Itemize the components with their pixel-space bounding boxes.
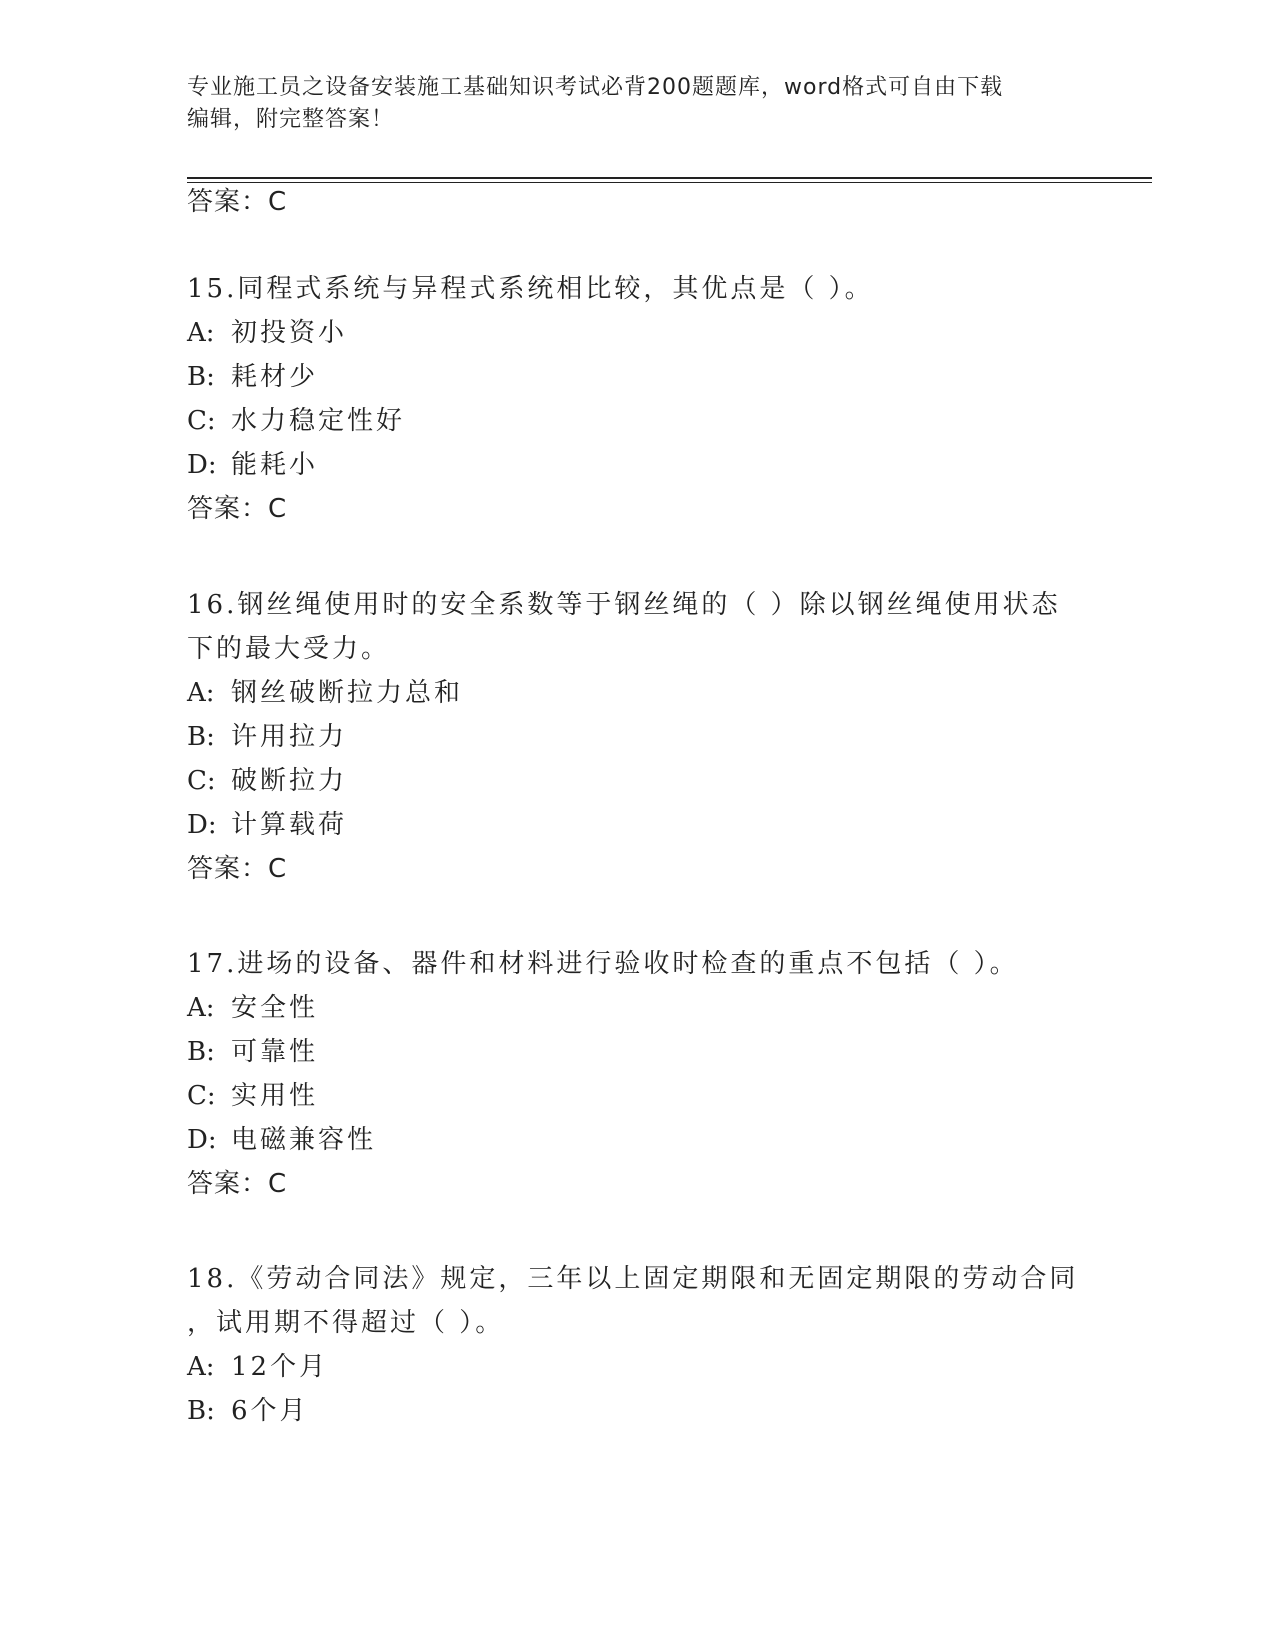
option-text: 安全性 (231, 993, 319, 1023)
option-text: 电磁兼容性 (231, 1125, 377, 1155)
option-label: B: (187, 1396, 215, 1426)
option-text: 初投资小 (231, 318, 348, 348)
question-16-option-b (187, 720, 347, 754)
option-label: C: (187, 406, 216, 436)
option-label: D: (187, 810, 217, 840)
question-17-option-a (187, 991, 318, 1025)
question-18-text-line-2: ，试用期不得超过（ ）。 (187, 1308, 505, 1338)
question-16-option-d (187, 808, 347, 842)
question-17-option-c (187, 1079, 318, 1113)
answer-line: 答案：C (187, 187, 288, 217)
option-label: B: (187, 1037, 215, 1067)
question-17-option-b (187, 1035, 318, 1069)
question-15-text: 15.同程式系统与异程式系统相比较，其优点是（ ）。 (187, 274, 874, 304)
option-label: A: (187, 1352, 215, 1382)
option-label: A: (187, 678, 215, 708)
question-15-option-d (187, 448, 318, 482)
option-label: C: (187, 766, 216, 796)
question-17-option-d (187, 1123, 376, 1157)
option-text: 12个月 (231, 1352, 329, 1382)
question-16-answer: 答案：C (187, 854, 288, 884)
option-label: B: (187, 722, 215, 752)
question-15-option-a (187, 316, 347, 350)
option-text: 水力稳定性好 (231, 406, 406, 436)
option-text: 破断拉力 (231, 766, 348, 796)
header-divider-thin (187, 182, 1152, 183)
question-16-option-c (187, 764, 347, 798)
question-17-answer: 答案：C (187, 1169, 288, 1199)
question-15-option-b (187, 360, 318, 394)
option-label: A: (187, 318, 215, 348)
question-16-text-line-1: 16.钢丝绳使用时的安全系数等于钢丝绳的（ ）除以钢丝绳使用状态 (187, 590, 1061, 620)
document-header (187, 72, 1087, 136)
question-15-answer: 答案：C (187, 494, 288, 524)
option-label: C: (187, 1081, 216, 1111)
question-18-option-b (187, 1394, 309, 1428)
option-text: 计算载荷 (231, 810, 348, 840)
option-label: D: (187, 450, 217, 480)
option-label: A: (187, 993, 215, 1023)
header-line-2: 编辑，附完整答案！ (187, 107, 395, 132)
question-17-text: 17.进场的设备、器件和材料进行验收时检查的重点不包括（ ）。 (187, 949, 1019, 979)
question-15-option-c (187, 404, 405, 438)
question-18-option-a (187, 1350, 328, 1384)
header-divider-thick (187, 177, 1152, 179)
question-16-text-line-2: 下的最大受力。 (187, 634, 391, 664)
option-text: 6个月 (231, 1396, 309, 1426)
question-16-option-a (187, 676, 463, 710)
option-text: 钢丝破断拉力总和 (231, 678, 464, 708)
option-text: 能耗小 (231, 450, 319, 480)
option-label: B: (187, 362, 215, 392)
option-text: 耗材少 (231, 362, 319, 392)
option-text: 许用拉力 (231, 722, 348, 752)
option-text: 可靠性 (231, 1037, 319, 1067)
option-text: 实用性 (231, 1081, 319, 1111)
option-label: D: (187, 1125, 217, 1155)
question-18-text-line-1: 18.《劳动合同法》规定，三年以上固定期限和无固定期限的劳动合同 (187, 1264, 1079, 1294)
header-line-1: 专业施工员之设备安装施工基础知识考试必背200题题库，word格式可自由下载 (187, 75, 1004, 100)
